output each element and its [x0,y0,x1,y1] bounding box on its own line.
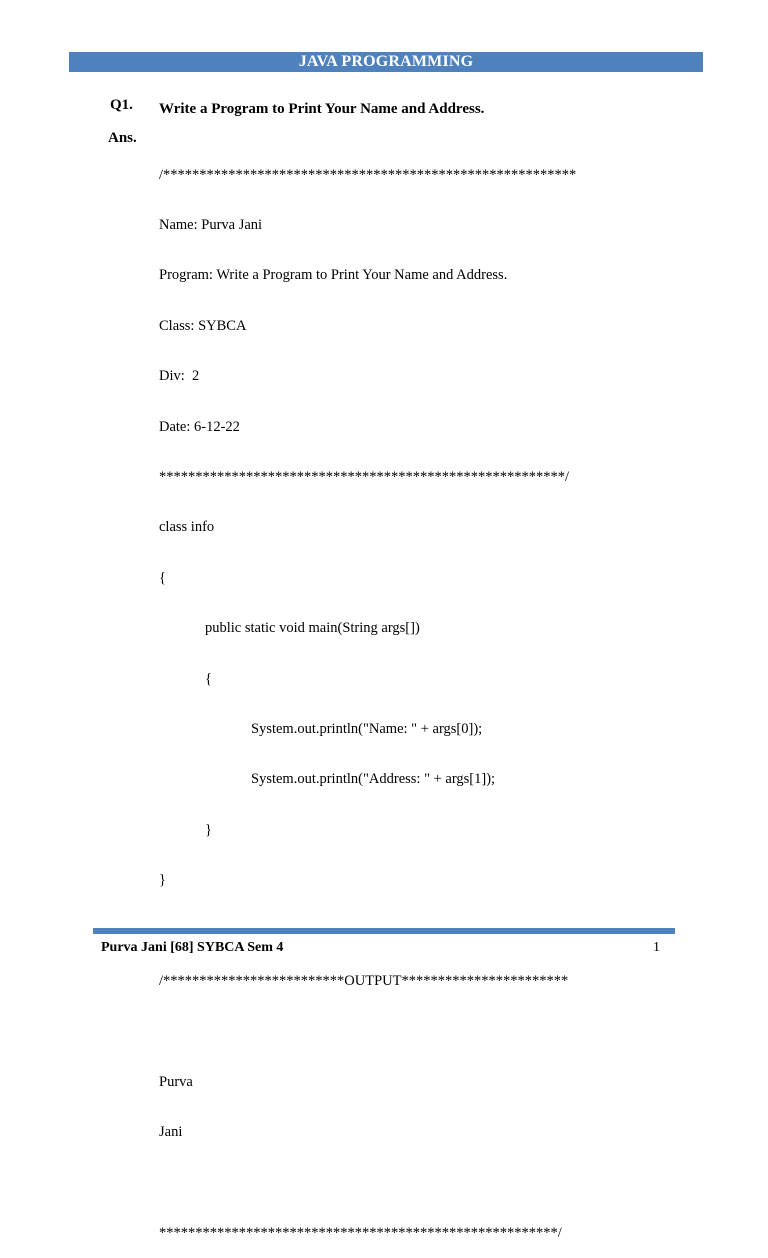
output-line: Jani [159,1124,183,1141]
meta-div: Div: 2 [159,368,200,385]
output-end: *******************************************************/ [159,1224,562,1241]
code-line: } [205,821,212,838]
code-line: { [159,569,166,586]
meta-program: Program: Write a Program to Print Your Name and Address. [159,267,508,284]
meta-date: Date: 6-12-22 [159,418,240,435]
answer-label: Ans. [108,130,137,146]
page-title: JAVA PROGRAMMING [298,53,474,70]
spacer [159,1023,629,1040]
footer-bar [93,928,675,934]
meta-name: Name: Purva Jani [159,216,263,233]
header-bar [69,52,703,72]
code-line: } [159,872,166,889]
code-line: { [205,670,212,687]
output-line: Purva [159,1073,193,1090]
meta-class: Class: SYBCA [159,317,247,334]
code-line: System.out.println("Address: " + args[1]); [251,771,496,788]
spacer [159,1174,629,1191]
comment-end: ********************************************************/ [159,468,570,485]
footer-author: Purva Jani [68] SYBCA Sem 4 [101,940,284,955]
answer-code-block [159,133,629,1258]
code-line: class info [159,519,215,536]
question-text: Write a Program to Print Your Name and Address. [159,101,485,117]
question-label: Q1. [110,97,133,113]
output-header: /*************************OUTPUT*********************** [159,972,569,989]
code-line: public static void main(String args[]) [205,620,420,637]
code-line: System.out.println("Name: " + args[0]); [251,720,483,737]
comment-start: /********************************************************* [159,166,577,183]
page-number: 1 [653,940,660,955]
